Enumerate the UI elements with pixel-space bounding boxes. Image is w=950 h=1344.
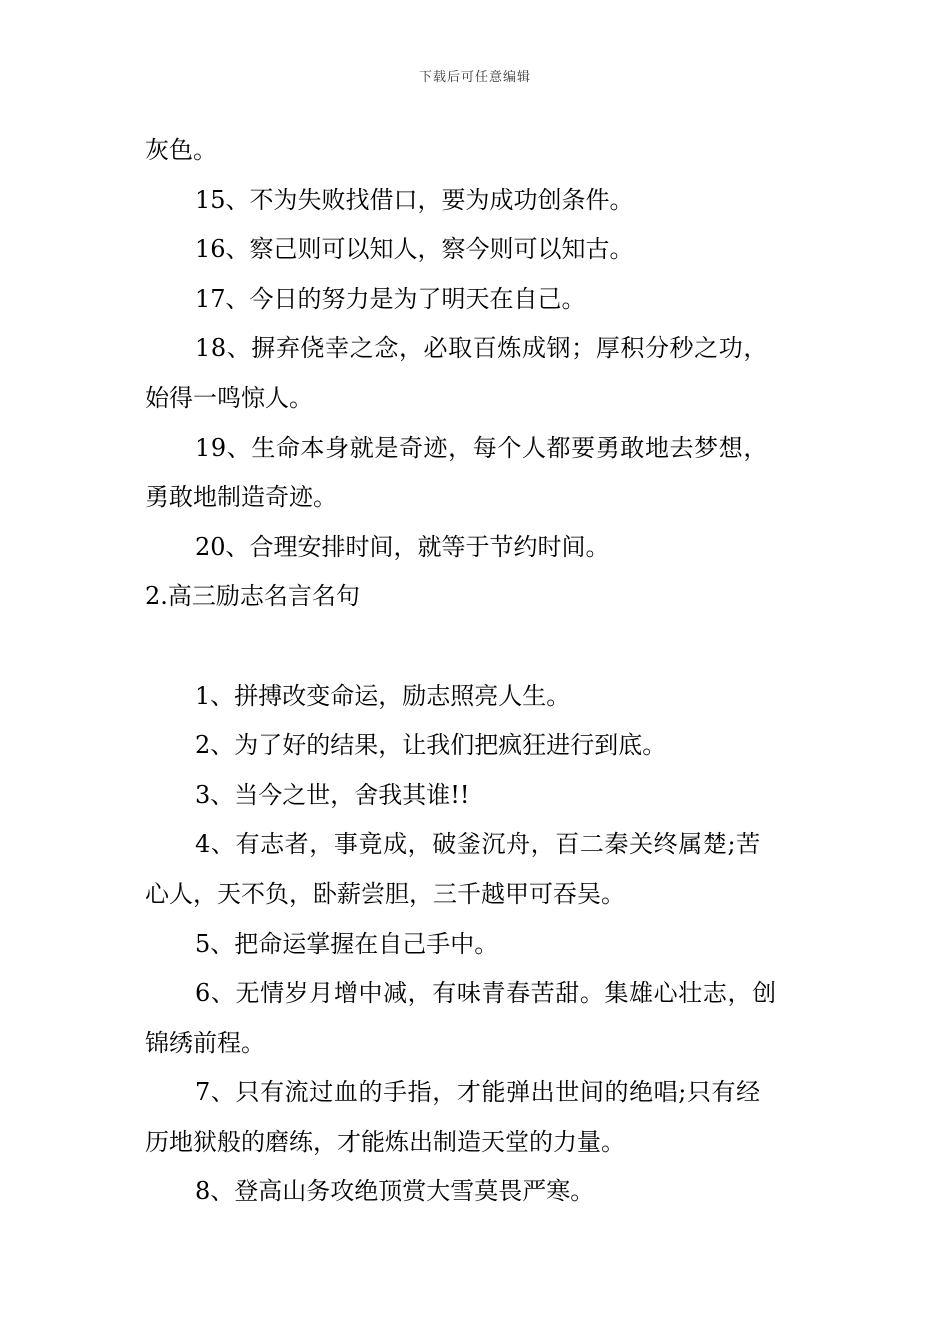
page-header-note: 下载后可任意编辑	[418, 70, 531, 85]
list-item-20: 20、合理安排时间，就等于节约时间。	[195, 532, 610, 561]
list-item-5: 5、把命运掌握在自己手中。	[195, 929, 499, 958]
list-item-8: 8、登高山务攻绝顶赏大雪莫畏严寒。	[195, 1177, 595, 1206]
list-item-4-line2: 心人，天不负，卧薪尝胆，三千越甲可吞吴。	[145, 879, 625, 908]
section-heading: 2.高三励志名言名句	[145, 582, 360, 611]
list-item-6-line1: 6、无情岁月增中减，有味青春苦甜。集雄心壮志，创	[195, 979, 777, 1008]
list-item-2: 2、为了好的结果，让我们把疯狂进行到底。	[195, 731, 667, 760]
paragraph-continuation: 灰色。	[145, 136, 217, 164]
list-item-18-line1: 18、摒弃侥幸之念，必取百炼成钢；厚积分秒之功，	[195, 334, 768, 363]
list-item-17: 17、今日的努力是为了明天在自己。	[195, 284, 586, 313]
document-body	[145, 126, 815, 1217]
list-item-3: 3、当今之世，舍我其谁!!	[195, 780, 470, 809]
list-item-15: 15、不为失败找借口，要为成功创条件。	[195, 185, 634, 214]
list-item-7-line1: 7、只有流过血的手指，才能弹出世间的绝唱;只有经	[195, 1078, 761, 1107]
blank-line	[145, 622, 815, 672]
list-item-1: 1、拼搏改变命运，励志照亮人生。	[195, 681, 571, 710]
list-item-18-line2: 始得一鸣惊人。	[145, 383, 313, 412]
list-item-4-line1: 4、有志者，事竟成，破釜沉舟，百二秦关终属楚;苦	[195, 830, 761, 859]
list-item-6-line2: 锦绣前程。	[145, 1028, 265, 1057]
list-item-19-line1: 19、生命本身就是奇迹，每个人都要勇敢地去梦想，	[195, 433, 768, 462]
list-item-16: 16、察己则可以知人，察今则可以知古。	[195, 235, 634, 264]
list-item-19-line2: 勇敢地制造奇迹。	[145, 483, 337, 512]
list-item-7-line2: 历地狱般的磨练，才能炼出制造天堂的力量。	[145, 1127, 625, 1156]
